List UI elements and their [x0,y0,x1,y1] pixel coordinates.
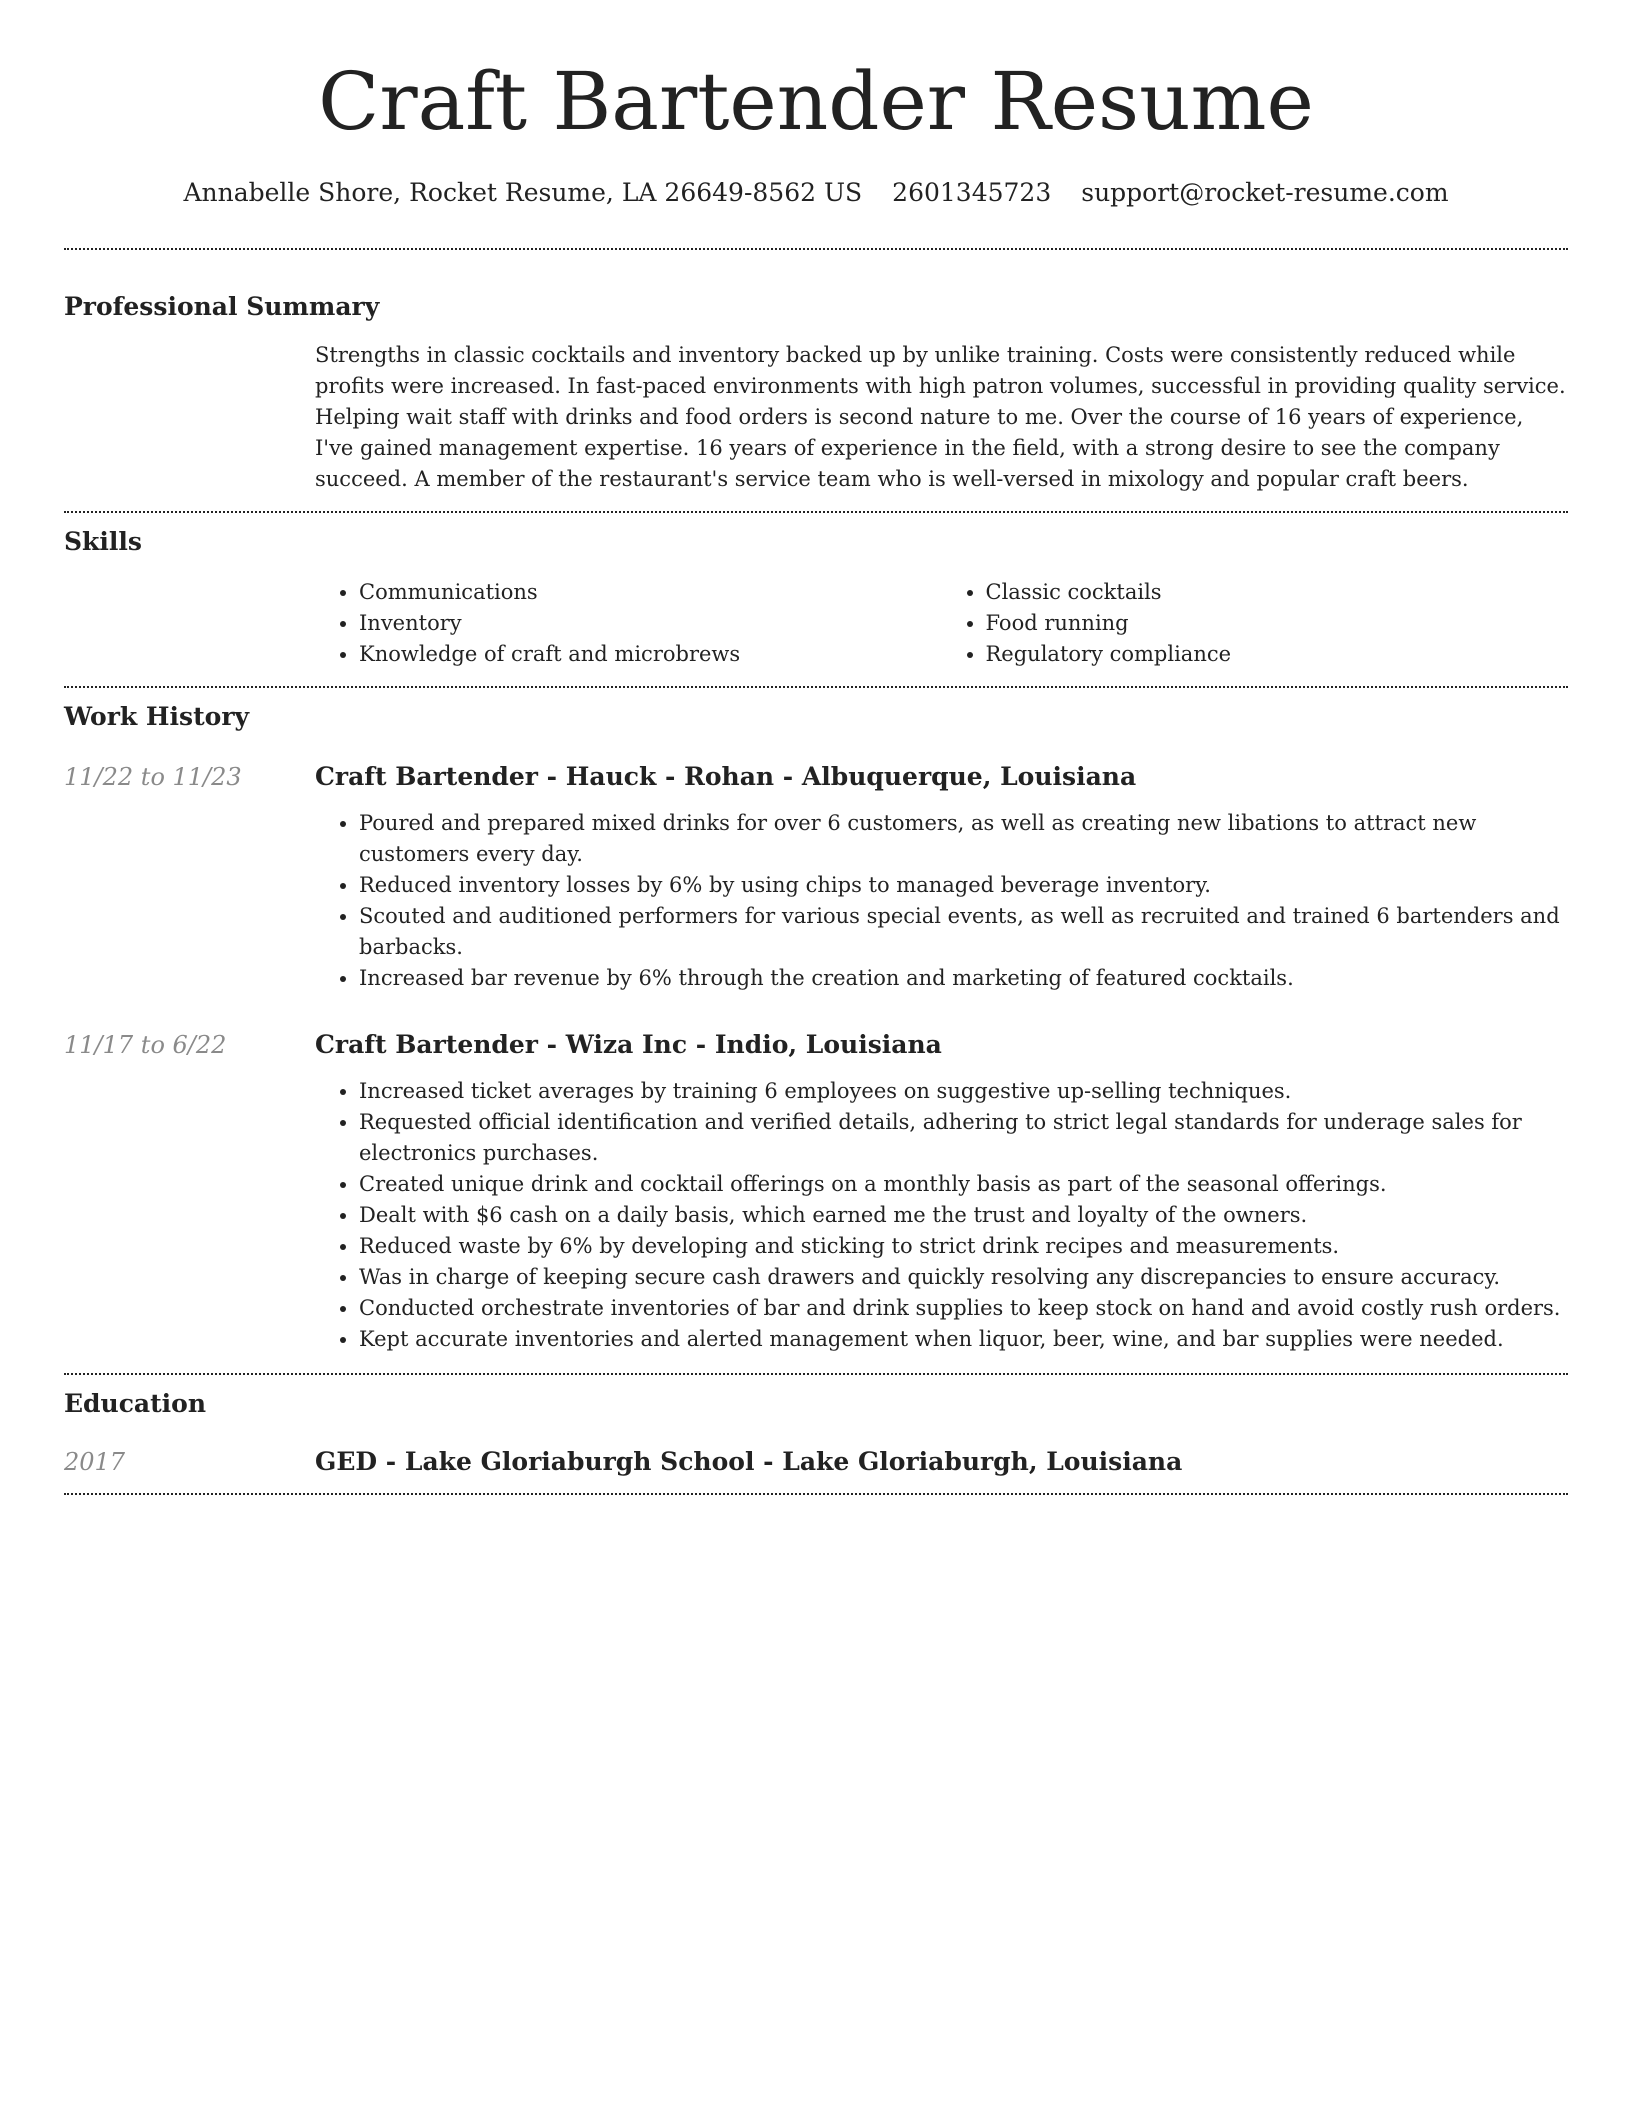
job-bullet: • Increased bar revenue by 6% through the creation and marketing of featured cocktails. [359,963,1568,994]
job-title: Craft Bartender - Wiza Inc - Indio, Louisiana [315,1030,942,1059]
job-entry [64,1028,1568,1355]
job-bullet: • Poured and prepared mixed drinks for over 6 customers, as well as creating new libations to attract new customers every day. [359,808,1568,870]
job-dates: 11/17 to 6/22 [64,1031,227,1059]
job-dates: 11/22 to 11/23 [64,763,242,791]
education-section [64,1387,1568,1479]
divider-education [64,1493,1568,1495]
education-heading: Education [64,1389,207,1418]
contact-line [64,176,1568,210]
skills-list-left [315,577,942,670]
skill-item: • Inventory [359,608,942,639]
job-bullet: • Requested official identification and verified details, adhering to strict legal standards for underage sales for electronics purchases. [359,1107,1568,1169]
job-bullet: • Conducted orchestrate inventories of bar and drink supplies to keep stock on hand and avoid costly rush orders. [359,1293,1568,1324]
skill-item: • Food running [986,608,1569,639]
divider-skills [64,686,1568,688]
work-heading: Work History [64,702,250,731]
job-bullet: • Was in charge of keeping secure cash drawers and quickly resolving any discrepancies to ensure accuracy. [359,1262,1568,1293]
work-section [64,700,1568,1355]
skills-list-right [942,577,1569,670]
education-year: 2017 [64,1448,126,1476]
contact-email: support@rocket-resume.com [1081,178,1449,207]
job-bullet: • Scouted and auditioned performers for various special events, as well as recruited and trained 6 bartenders and barbacks. [359,901,1568,963]
divider-summary [64,511,1568,513]
divider-work [64,1373,1568,1375]
skills-section [64,525,1568,670]
job-bullet: • Kept accurate inventories and alerted management when liquor, beer, wine, and bar supplies were needed. [359,1324,1568,1355]
job-bullets [315,1076,1568,1355]
education-entry [64,1445,1568,1479]
contact-phone: 2601345723 [892,178,1052,207]
summary-text: Strengths in classic cocktails and inventory backed up by unlike training. Costs were consistently reduced while profits were increased. In fast-paced environments with high patron volumes, successful in providing quality service. Helping wait staff with drinks and food orders is second nature to me. Over the course of 16 years of experience, I've gained management expertise. 16 years of experience in the field, with a strong desire to see the company succeed. A member of the restaurant's service team who is well-versed in mixology and popular craft beers. [315,343,1566,491]
summary-section [64,290,1568,495]
resume-title: Craft Bartender Resume [318,55,1314,148]
job-bullet: • Increased ticket averages by training 6 employees on suggestive up-selling techniques. [359,1076,1568,1107]
job-entry [64,760,1568,994]
skill-item: • Knowledge of craft and microbrews [359,639,942,670]
job-bullet: • Dealt with $6 cash on a daily basis, which earned me the trust and loyalty of the owners. [359,1200,1568,1231]
job-bullet: • Reduced inventory losses by 6% by using chips to managed beverage inventory. [359,870,1568,901]
divider-header [64,248,1568,250]
contact-address: Annabelle Shore, Rocket Resume, LA 26649-8562 US [183,178,863,207]
job-title: Craft Bartender - Hauck - Rohan - Albuquerque, Louisiana [315,762,1137,791]
summary-heading: Professional Summary [64,292,380,321]
skills-heading: Skills [64,527,142,556]
job-bullet: • Reduced waste by 6% by developing and sticking to strict drink recipes and measurements. [359,1231,1568,1262]
skill-item: • Regulatory compliance [986,639,1569,670]
skill-item: • Classic cocktails [986,577,1569,608]
education-degree: GED - Lake Gloriaburgh School - Lake Gloriaburgh, Louisiana [315,1447,1183,1476]
skill-item: • Communications [359,577,942,608]
job-bullets [315,808,1568,994]
job-bullet: • Created unique drink and cocktail offerings on a monthly basis as part of the seasonal offerings. [359,1169,1568,1200]
